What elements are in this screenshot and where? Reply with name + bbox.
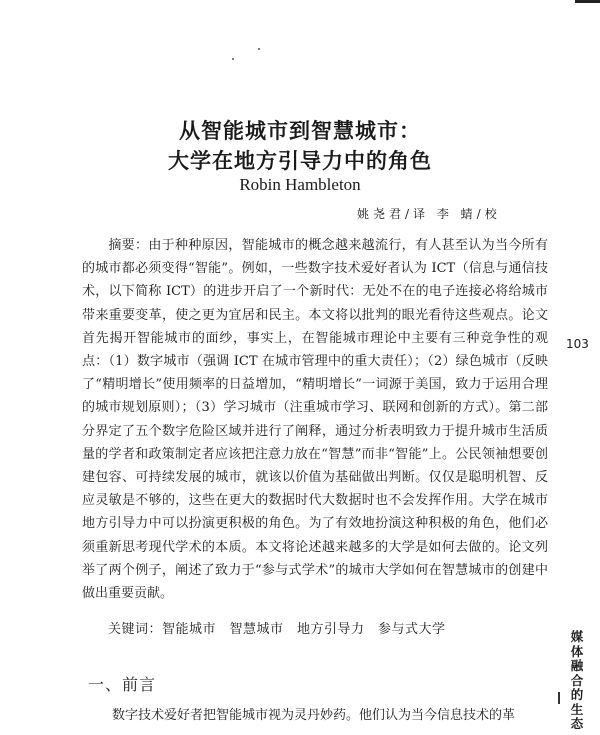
section-heading: 一、前言 <box>88 675 157 694</box>
abstract-label: 摘要： <box>108 238 149 253</box>
body-text-first-line: 数字技术爱好者把智能城市视为灵丹妙药。他们认为当今信息技术的革 <box>112 708 516 723</box>
title-line-2: 大学在地方引导力中的角色 <box>168 148 432 173</box>
page-number: 103 <box>566 337 589 351</box>
running-head-char: 合 <box>570 672 584 688</box>
keywords-label: 关键词： <box>108 622 163 637</box>
keywords-text: 智能城市 智慧城市 地方引导力 参与式大学 <box>162 622 446 637</box>
scan-speck <box>232 58 234 60</box>
running-head-char: 融 <box>570 658 584 673</box>
scan-speck <box>258 48 260 50</box>
running-head-char: 生 <box>570 701 584 717</box>
running-head-char: 的 <box>570 687 584 702</box>
scan-edge-mark <box>575 0 600 3</box>
keywords-line <box>108 618 446 637</box>
running-head-char: 体 <box>570 643 584 659</box>
running-head-char: 态 <box>570 716 584 731</box>
running-head-vertical <box>566 630 588 732</box>
title-line-1: 从智能城市到智慧城市： <box>179 118 421 143</box>
abstract-text: 由于种种原因，智能城市的概念越来越流行，有人甚至认为当今所有的城市都必须变得“智能”。例如，一些数字技术爱好者认为 ICT（信息与通信技术，以下简称 ICT）的进步开启了一个新时代：无处不在的电子连接必将给城市带来重要变革，使之更为宜居和民主。本文将以批判的眼光看待这些观点。论文首先揭开智能城市的面纱，事实上，在智能城市理论中主要有三种竞争性的观点：（1）数字城市（强调 ICT 在城市管理中的重大责任）；（2）绿色城市（反映了“精明增长”使用频率的日益增加，“精明增长”一词源于美国，致力于运用合理的城市规划原则）；（3）学习城市（注重城市学习、联网和创新的方式）。第二部分界定了五个数字危险区域并进行了阐释，通过分析表明致力于提升城市生活质量的学者和政策制定者应该把注意力放在“智慧”而非“智能”上。公民领袖想要创建包容、可持续发展的城市，就该以价值为基础做出判断。仅仅是聪明机智、反应灵敏是不够的，这些在更大的数据时代大数据时也不会发挥作用。大学在城市地方引导力中可以扮演更积极的角色。为了有效地扮演这种积极的角色，他们必须重新思考现代学术的本质。本文将论述越来越多的大学是如何去做的。论文列举了两个例子，阐述了致力于“参与式学术”的城市大学如何在智慧城市的创建中做出重要贡献。 <box>82 238 548 602</box>
running-head-char: 媒 <box>570 629 584 644</box>
running-head-rule <box>558 692 560 704</box>
author-name: Robin Hambleton <box>239 175 361 194</box>
translator-credit: 姚尧君/译 李 蜻/校 <box>357 207 501 221</box>
abstract-paragraph <box>82 234 548 605</box>
